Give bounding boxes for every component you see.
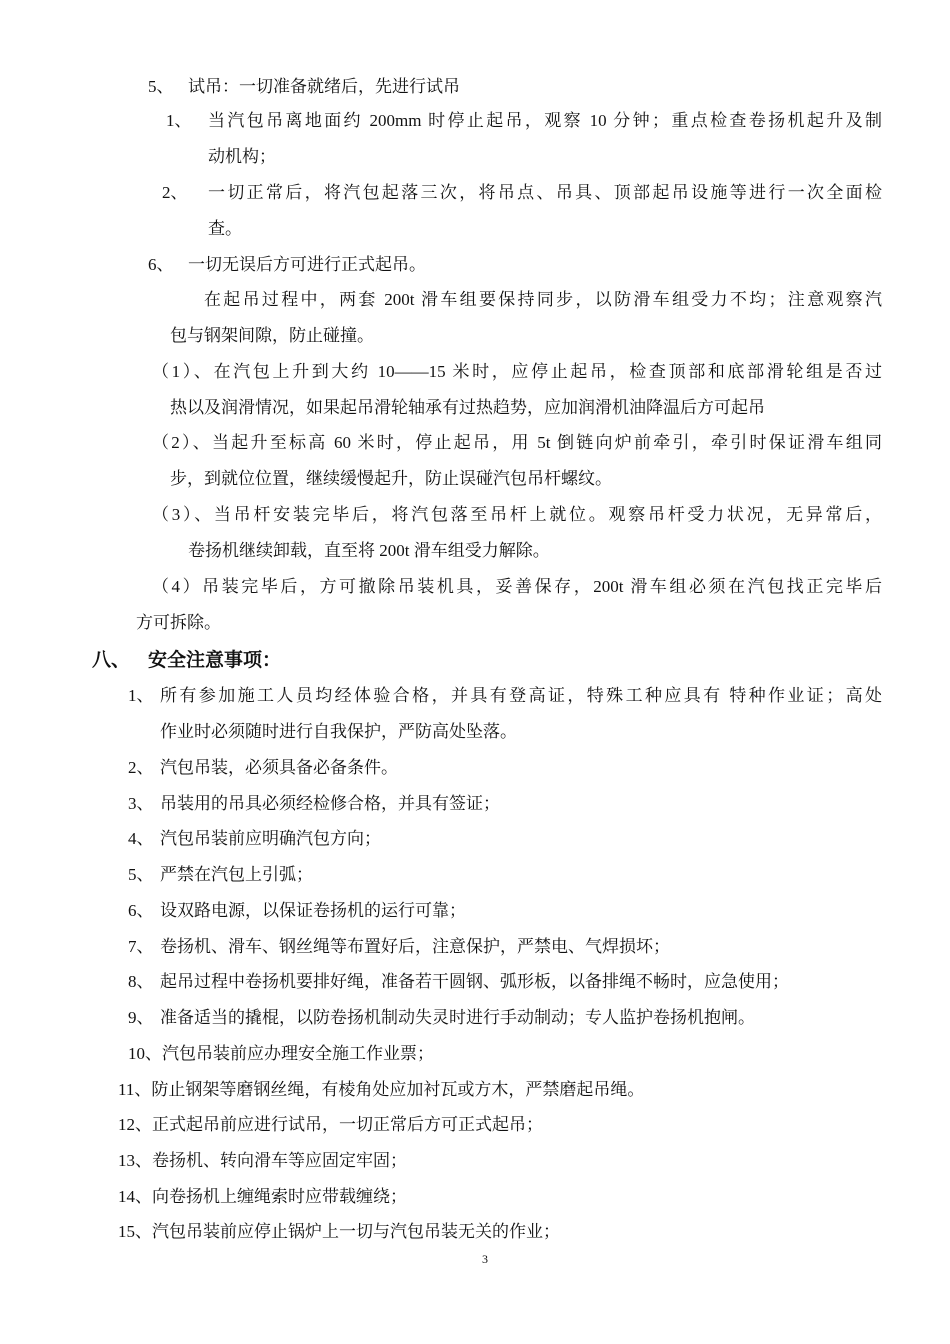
safety-item-2-text: 汽包吊装，必须具备必备条件。 [160,758,398,777]
safety-item-1-number: 1、 [128,686,154,705]
safety-item-13: 13、卷扬机、转向滑车等应固定牢固； [118,1151,407,1170]
step-5-1-line-2: 动机构； [208,147,276,166]
sub-item-1-line-1: （1）、在汽包上升到大约 10——15 米时，应停止起吊，检查顶部和底部滑轮组是否过 [152,362,882,381]
paragraph-line-2: 包与钢架间隙，防止碰撞。 [170,326,374,345]
step-5-text: 试吊：一切准备就绪后，先进行试吊 [188,77,460,96]
safety-item-9-text: 准备适当的撬棍，以防卷扬机制动失灵时进行手动制动；专人监护卷扬机抱闸。 [160,1008,755,1027]
step-6-text: 一切无误后方可进行正式起吊。 [188,255,426,274]
paragraph-line-1: 在起吊过程中，两套 200t 滑车组要保持同步，以防滑车组受力不均；注意观察汽 [204,290,882,309]
safety-item-11: 11、防止钢架等磨钢丝绳，有棱角处应加衬瓦或方木，严禁磨起吊绳。 [118,1080,645,1099]
sub-item-3-line-1: （3）、当吊杆安装完毕后，将汽包落至吊杆上就位。观察吊杆受力状况，无异常后， [152,505,882,524]
step-5-2-line-1: 一切正常后，将汽包起落三次，将吊点、吊具、顶部起吊设施等进行一次全面检 [208,183,882,202]
safety-item-2-number: 2、 [128,758,154,777]
safety-item-6-text: 设双路电源，以保证卷扬机的运行可靠； [160,901,466,920]
step-5-number: 5、 [148,77,174,96]
safety-item-5-number: 5、 [128,865,154,884]
sub-item-4-line-2: 方可拆除。 [136,613,221,632]
section-8-number: 八、 [92,649,131,671]
safety-item-8-number: 8、 [128,972,154,991]
safety-item-4-text: 汽包吊装前应明确汽包方向； [160,829,381,848]
step-5-2-number: 2、 [162,183,188,202]
safety-item-12: 12、正式起吊前应进行试吊，一切正常后方可正式起吊； [118,1115,543,1134]
safety-item-14: 14、向卷扬机上缠绳索时应带载缠绕； [118,1187,407,1206]
safety-item-7-number: 7、 [128,937,154,956]
safety-item-1-line-1: 所有参加施工人员均经体验合格，并具有登高证，特殊工种应具有 特种作业证；高处 [160,686,882,705]
step-5-1-line-1: 当汽包吊离地面约 200mm 时停止起吊，观察 10 分钟；重点检查卷扬机起升及制 [208,111,882,130]
section-8-title: 安全注意事项： [148,649,282,671]
step-6-number: 6、 [148,255,174,274]
step-5-2-line-2: 查。 [208,219,242,238]
safety-item-15: 15、汽包吊装前应停止锅炉上一切与汽包吊装无关的作业； [118,1222,560,1241]
page-number: 3 [482,1252,488,1266]
safety-item-8-text: 起吊过程中卷扬机要排好绳，准备若干圆钢、弧形板，以备排绳不畅时，应急使用； [160,972,789,991]
safety-item-3-number: 3、 [128,794,154,813]
sub-item-2-line-1: （2）、当起升至标高 60 米时，停止起吊，用 5t 倒链向炉前牵引，牵引时保证滑车组同 [152,433,882,452]
safety-item-3-text: 吊装用的吊具必须经检修合格，并具有签证； [160,794,500,813]
safety-item-10: 10、汽包吊装前应办理安全施工作业票； [128,1044,434,1063]
step-5-1-number: 1、 [166,111,192,130]
safety-item-1-line-2: 作业时必须随时进行自我保护，严防高处坠落。 [160,722,517,741]
safety-item-4-number: 4、 [128,829,154,848]
sub-item-1-line-2: 热以及润滑情况，如果起吊滑轮轴承有过热趋势，应加润滑机油降温后方可起吊 [170,398,765,417]
sub-item-3-line-2: 卷扬机继续卸载，直至将 200t 滑车组受力解除。 [188,541,550,560]
safety-item-7-text: 卷扬机、滑车、钢丝绳等布置好后，注意保护，严禁电、气焊损坏； [160,937,670,956]
sub-item-2-line-2: 步，到就位位置，继续缓慢起升，防止误碰汽包吊杆螺纹。 [170,469,612,488]
sub-item-4-line-1: （4）吊装完毕后，方可撤除吊装机具，妥善保存，200t 滑车组必须在汽包找正完毕后 [152,577,882,596]
safety-item-6-number: 6、 [128,901,154,920]
safety-item-9-number: 9、 [128,1008,154,1027]
safety-item-5-text: 严禁在汽包上引弧； [160,865,313,884]
